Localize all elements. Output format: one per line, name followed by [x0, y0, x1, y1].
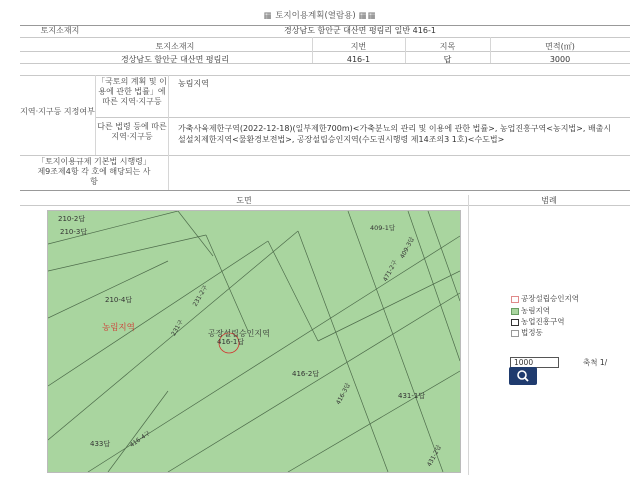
parcel-210-3: 210-3답 [60, 228, 88, 236]
map-legend-divider [468, 195, 469, 475]
parcel-416-1: 416-1답 [217, 338, 245, 346]
legend-item-promotion [511, 316, 564, 327]
zone-factory-label: 공장설립승인지역 [208, 329, 270, 338]
cadastral-map[interactable] [47, 210, 461, 473]
legend-swatch [511, 296, 519, 303]
sub-header-category: 지목 [439, 42, 456, 51]
scale-label: 축척 1/ [583, 358, 608, 367]
document-title-text: 토지이용계획(열람용) [275, 11, 356, 21]
table-line [20, 37, 630, 38]
parcel-471: 471-2구 [381, 259, 400, 283]
document-title: ▦ 토지이용계획(열람용) ▦▦ [263, 11, 377, 21]
table-line [20, 75, 630, 76]
legend-item-farmland [511, 305, 550, 316]
sub-header-area: 면적(㎡) [545, 42, 575, 51]
legend-swatch [511, 330, 519, 337]
parcel-416-3: 416-3답 [334, 382, 353, 406]
parcel-431-1: 431-1답 [398, 392, 426, 400]
sub-value-area: 3000 [549, 55, 571, 64]
sub-header-location: 토지소재지 [155, 42, 195, 51]
parcel-409-3: 409-3답 [398, 236, 417, 260]
legend-header: 범례 [541, 196, 557, 205]
zone-label: 지역·지구등 지정여부 [20, 107, 95, 116]
legend-label: 공장설립승인지역 [521, 294, 579, 303]
parcel-416-4: 416-4구 [128, 429, 152, 449]
sub-header-lot: 지번 [350, 42, 367, 51]
other-law-label: 다른 법령 등에 따른 지역·지구등 [97, 122, 167, 141]
legend-label: 법정동 [521, 328, 543, 337]
parcel-231-2: 231-2구 [191, 284, 210, 308]
enforcement-label: 「토지이용규제 기본법 시행령」 제9조제4항 각 호에 해당되는 사항 [37, 157, 151, 186]
parcel-409-1: 409-1답 [370, 224, 396, 232]
parcel-431-2: 431-2답 [425, 444, 444, 468]
sub-value-location: 경상남도 함안군 대산면 평림리 [120, 55, 230, 64]
table-line [20, 155, 630, 156]
parcel-433: 433답 [90, 440, 111, 448]
sub-value-lot: 416-1 [346, 55, 371, 64]
national-law-label: 「국토의 계획 및 이용에 관한 법률」에 따른 지역·지구등 [97, 77, 167, 106]
search-icon [509, 367, 537, 385]
legend-label: 농림지역 [521, 306, 550, 315]
national-law-value: 농림지역 [178, 79, 209, 88]
parcel-231: 231구 [170, 318, 185, 338]
table-vline [168, 75, 169, 190]
search-button[interactable] [509, 367, 537, 385]
location-value: 경상남도 함안군 대산면 평림리 일반 416-1 [284, 26, 436, 35]
parcel-210-2: 210-2답 [58, 215, 86, 223]
map-parcel-lines [48, 211, 460, 472]
location-header: 토지소재지 [40, 26, 80, 35]
legend-item-factory [511, 293, 579, 304]
table-line [95, 117, 630, 118]
legend-label: 농업진흥구역 [521, 317, 565, 326]
table-bottom-border [20, 190, 630, 191]
legend-item-legal-dong [511, 327, 543, 338]
legend-swatch [511, 308, 519, 315]
other-law-value: 가축사육제한구역(2022-12-18)(일부제한700m)<가축분뇨의 관리 및 이용에 관한 법률>, 농업진흥구역<농지법>, 배출시설설치제한지역<물환경보전법>, 공장설립승인지역(수도권시행령 제14조의3 1호)<수도법> [178, 124, 612, 144]
scale-input[interactable]: 1000 [510, 357, 559, 368]
parcel-210-4: 210-4답 [105, 296, 133, 304]
sub-value-category: 답 [443, 55, 452, 64]
map-header: 도면 [236, 196, 252, 205]
zone-farmland-label: 농림지역 [102, 323, 135, 333]
parcel-416-2: 416-2답 [292, 370, 320, 378]
legend-swatch [511, 319, 519, 326]
